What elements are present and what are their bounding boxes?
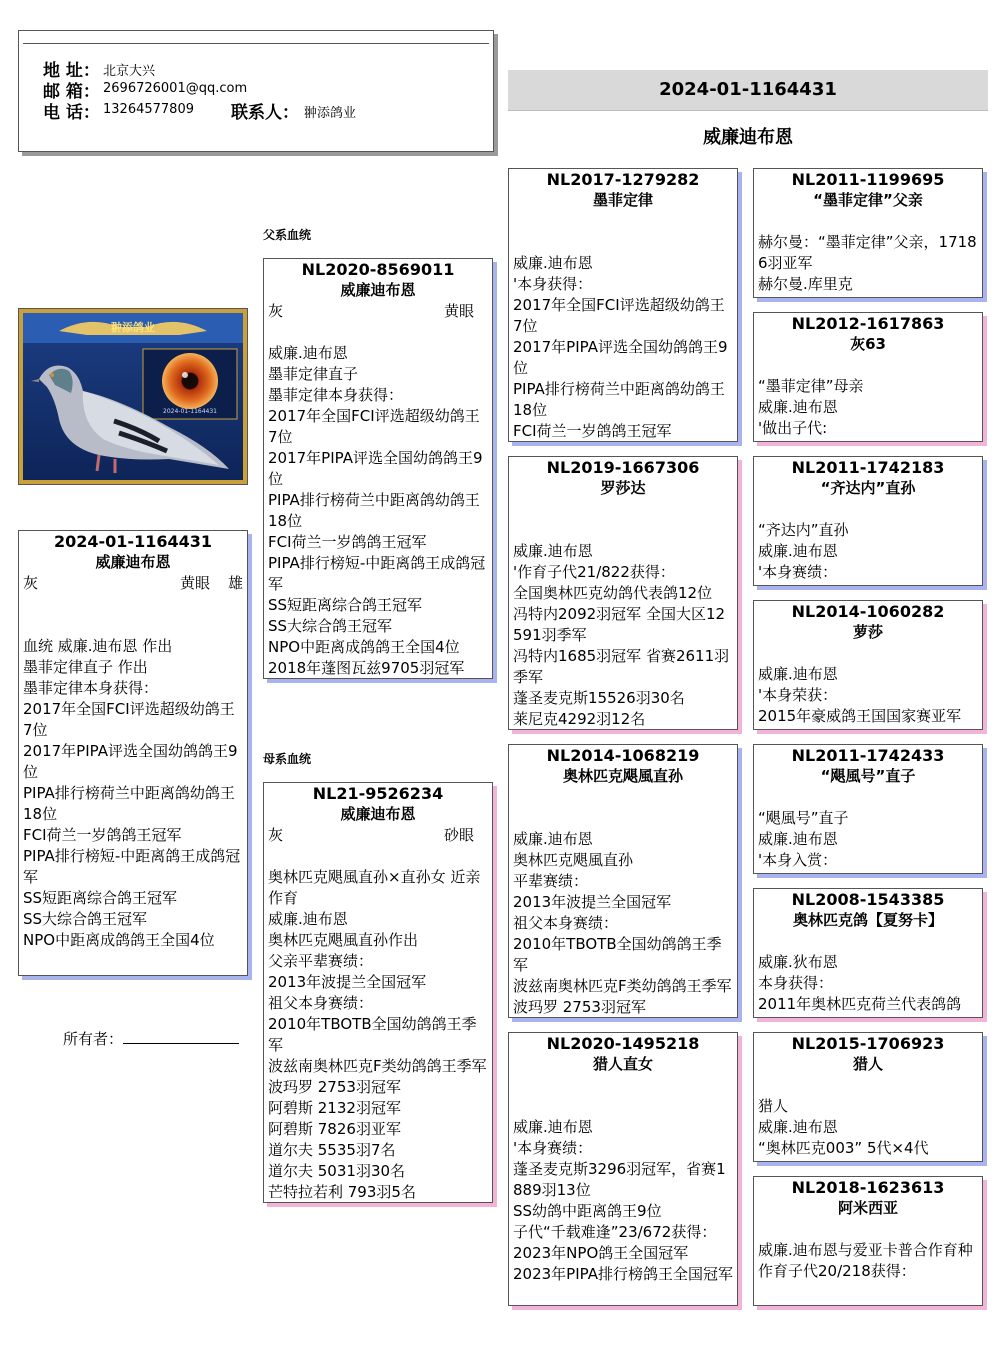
description-line: 祖父本身赛绩： [268,994,374,1012]
gen3-description [509,1117,737,1285]
description-line: 波兹南奥林匹克F类幼鸽鸽王季军波玛罗 2753羽冠军 [513,977,732,1016]
gen3-description [509,253,737,442]
phone-value: 13264577809 [103,102,194,117]
description-line: 父亲平辈赛绩： [268,952,374,970]
sire-traits [264,301,492,322]
description-line: 冯特内1685羽冠军 省赛2611羽季军 [513,647,730,686]
sire-eye: 黄眼 [443,302,474,320]
great-grandparent-card-8 [753,1176,983,1306]
gen3-description [509,829,737,1018]
header-divider [23,43,489,44]
description-line: 血统 威廉.迪布恩 作出 [23,637,173,655]
description-line: 全国奥林匹克幼鸽代表鸽12位 [513,584,713,602]
sire-description [264,343,492,679]
gen4-name: 猎人 [852,1055,883,1073]
great-grandparent-card-7 [753,1032,983,1162]
address-value: 北京大兴 [103,64,156,79]
subject-sex: 雄 [227,574,243,592]
gen4-description [754,520,982,583]
description-line: 赫尔曼：“墨菲定律”父亲，17186羽亚军 [758,233,977,272]
description-line: 道尔夫 5535羽7名 [268,1141,396,1159]
pedigree-ring-title: 2024-01-1164431 [508,70,988,111]
gen4-name: “飓風号”直子 [820,767,916,785]
description-line: NPO中距离成鸽鸽王全国4位 [23,931,215,949]
pigeon-photo [18,308,248,485]
description-line: PIPA排行榜荷兰中距离鸽幼鸽王18位 [513,380,725,419]
description-line: 2013年波提兰全国冠军 [268,973,427,991]
phone-label: 电 话： [43,103,100,123]
description-line: FCI荷兰一岁鸽鸽王冠军 [268,533,427,551]
description-line: 奥林匹克飓風直孙 [513,851,634,869]
description-line: 2017年PIPA评选全国幼鸽鸽王9位 [513,338,728,377]
gen4-description [754,1240,982,1282]
description-line: 威廉.迪布恩 [513,830,593,848]
description-line: PIPA排行榜短-中距离鸽王成鸽冠军 [268,554,486,593]
description-line: 威廉.迪布恩 [758,830,838,848]
description-line: 平辈赛绩： [513,872,589,890]
dam-color: 灰 [268,826,284,844]
contact-value: 翀添鸽业 [304,106,357,121]
gen3-name: 墨菲定律 [592,191,653,209]
contact-label: 联系人： [231,103,299,123]
description-line: '作育子代21/822获得： [513,563,675,581]
dam-name: 威廉迪布恩 [340,805,416,823]
description-line: 奥林匹克飓風直孙作出 [268,931,419,949]
description-line: 威廉.迪布恩 [268,344,348,362]
gen4-ring-number: NL2018-1623613 [791,1178,945,1197]
description-line: '本身获得： [513,275,593,293]
description-line: 猎人 [758,1097,789,1115]
subject-color: 灰 [23,574,39,592]
description-line: 墨菲定律本身获得： [268,386,404,404]
description-line: 作育子代20/218获得： [758,1262,916,1280]
description-line: NPO中距离成鸽鸽王全国4位 [268,638,460,656]
owner-label: 所有者： [63,1030,124,1048]
gen4-ring-number: NL2011-1199695 [791,170,945,189]
description-line: '本身赛绩： [758,563,838,581]
gen4-name: 阿米西亚 [837,1199,898,1217]
description-line: 威廉.迪布恩 [758,665,838,683]
description-line: 莱尼克4292羽12名 [513,710,646,728]
description-line: 阿碧斯 7826羽亚军 [268,1120,401,1138]
maternal-grandsire-card [508,744,738,1018]
description-line: '做出子代: [758,419,828,437]
paternal-granddam-card [508,456,738,730]
description-line: 奥林匹克飓風直孙×直孙女 近亲作育 [268,868,481,907]
gen4-name: “墨菲定律”父亲 [813,191,923,209]
description-line: '本身荣获： [758,686,838,704]
description-line: 子代“千载难逢”23/672获得： [513,1223,717,1241]
description-line: PIPA排行榜短-中距离鸽王成鸽冠军 [23,847,241,886]
father-line-label: 父系血统 [263,228,312,242]
gen3-ring-number: NL2019-1667306 [546,458,700,477]
description-line: “齐达内”直孙 [758,521,849,539]
gen4-name: 灰63 [850,335,886,353]
paternal-grandsire-card [508,168,738,442]
description-line: 芒特拉若利 793羽5名 [268,1183,416,1201]
gen3-description [509,541,737,730]
gen4-description [754,808,982,871]
gen4-description [754,664,982,727]
mother-line-label: 母系血统 [263,752,312,766]
gen4-description [754,952,982,1015]
gen4-description [754,232,982,295]
description-line: 赫尔曼.库里克 [758,275,853,293]
great-grandparent-card-3 [753,456,983,586]
description-line: “墨菲定律”母亲 [758,377,864,395]
description-line: 威廉.迪布恩与爱亚卡普合作育种 [758,1241,973,1259]
gen3-name: 罗莎达 [600,479,646,497]
description-line: “飓風号”直子 [758,809,849,827]
gen4-name: 萝莎 [852,623,883,641]
great-grandparent-card-1 [753,168,983,298]
photo-banner-text: 翀添鸽业 [111,321,155,334]
description-line: 威廉.狄布恩 [758,953,838,971]
dam-description [264,867,492,1203]
great-grandparent-card-4 [753,600,983,730]
gen4-ring-number: NL2011-1742183 [791,458,945,477]
description-line: 2013年波提兰全国冠军 [513,893,672,911]
dam-traits [264,825,492,846]
subject-eye: 黄眼 [179,574,210,592]
great-grandparent-card-2 [753,312,983,442]
description-line: 威廉.迪布恩 [268,910,348,928]
gen3-name: 奥林匹克飓風直孙 [562,767,683,785]
great-grandparent-card-5 [753,744,983,874]
gen4-description [754,376,982,439]
photo-caption-text: 2024-01-1164431 [163,408,217,415]
pigeon-photo-illustration [19,309,247,484]
great-grandparent-card-6 [753,888,983,1018]
email-value: 2696726001@qq.com [103,81,248,96]
dam-eye: 砂眼 [443,826,474,844]
description-line: SS大综合鸽王冠军 [268,617,393,635]
sire-card [263,258,493,679]
description-line: 威廉.迪布恩 [758,398,838,416]
contact-header [18,30,494,152]
gen4-name: “齐达内”直孙 [820,479,916,497]
description-line: '本身赛绩： [513,1139,593,1157]
eye-closeup-icon [162,353,218,409]
description-line: 蓬圣麦克斯15526羽30名 [513,689,685,707]
gen4-ring-number: NL2012-1617863 [791,314,945,333]
gen3-ring-number: NL2014-1068219 [546,746,700,765]
maternal-granddam-card [508,1032,738,1306]
description-line: 墨菲定律本身获得： [23,679,159,697]
description-line: FCI荷兰一岁鸽鸽王冠军 [23,826,182,844]
description-line: 2017年全国FCI评选超级幼鸽王7位 [23,700,235,739]
description-line: 2015年豪威鸽王国国家赛亚军 [758,707,962,725]
description-line: PIPA排行榜荷兰中距离鸽幼鸽王18位 [23,784,235,823]
owner-signature-line[interactable] [123,1029,239,1044]
description-line: 2023年NPO鸽王全国冠军 [513,1244,689,1262]
description-line: 墨菲定律直子 [268,365,359,383]
description-line: SS大综合鸽王冠军 [23,910,148,928]
description-line: SS幼鸽中距离鸽王9位 [513,1202,662,1220]
description-line: 2017年全国FCI评选超级幼鸽王7位 [513,296,725,335]
subject-pigeon-card [18,530,248,976]
address-label: 地 址： [43,61,100,81]
gen3-name: 猎人直女 [592,1055,653,1073]
owner-field [63,1028,239,1049]
dam-card [263,782,493,1203]
description-line: 2011年奥林匹克荷兰代表鸽鸽 [758,995,962,1013]
description-line: 威廉.迪布恩 [758,542,838,560]
gen3-ring-number: NL2020-1495218 [546,1034,700,1053]
dam-ring-number: NL21-9526234 [312,784,444,803]
sire-ring-number: NL2020-8569011 [301,260,455,279]
description-line: FCI荷兰一岁鸽鸽王冠军 [513,422,672,440]
description-line: 波兹南奥林匹克F类幼鸽鸽王季军波玛罗 2753羽冠军 [268,1057,487,1096]
description-line: 蓬圣麦克斯3296羽冠军，省赛1889羽13位 [513,1160,726,1199]
description-line: 2010年TBOTB全国幼鸽鸽王季军 [268,1015,477,1054]
description-line: PIPA排行榜荷兰中距离鸽幼鸽王18位 [268,491,480,530]
sire-color: 灰 [268,302,284,320]
email-label: 邮 箱： [43,82,100,102]
description-line: 墨菲定律直子 作出 [23,658,148,676]
subject-name: 威廉迪布恩 [95,553,171,571]
description-line: 威廉.迪布恩 [758,1118,838,1136]
description-line: 威廉.迪布恩 [513,1118,593,1136]
description-line: 2023年PIPA排行榜鸽王全国冠军 [513,1265,733,1283]
description-line: 道尔夫 5031羽30名 [268,1162,406,1180]
gen4-ring-number: NL2014-1060282 [791,602,945,621]
description-line: 威廉.迪布恩 [513,542,593,560]
gen4-description [754,1096,982,1159]
pedigree-name-title: 威廉迪布恩 [703,127,793,148]
subject-traits [19,573,247,594]
description-line: '本身入赏： [758,851,838,869]
description-line: 2017年PIPA评选全国幼鸽鸽王9位 [23,742,238,781]
description-line: 2018年蓬图瓦兹9705羽冠军 [268,659,465,677]
description-line: 本身获得： [758,974,834,992]
gen3-ring-number: NL2017-1279282 [546,170,700,189]
subject-ring-number: 2024-01-1164431 [53,532,212,551]
gen4-ring-number: NL2015-1706923 [791,1034,945,1053]
description-line: 2010年TBOTB全国幼鸽鸽王季军 [513,935,722,974]
description-line: SS短距离综合鸽王冠军 [268,596,423,614]
description-line: SS短距离综合鸽王冠军 [23,889,178,907]
sire-name: 威廉迪布恩 [340,281,416,299]
gen4-ring-number: NL2011-1742433 [791,746,945,765]
description-line: “奥林匹克003” 5代×4代 [758,1139,929,1157]
description-line: 冯特内2092羽冠军 全国大区12591羽季军 [513,605,726,644]
subject-description [19,636,247,951]
description-line: 阿碧斯 2132羽冠军 [268,1099,401,1117]
gen4-name: 奥林匹克鸽【夏努卡】 [792,911,943,929]
description-line: 威廉.迪布恩 [513,254,593,272]
description-line: 2017年PIPA评选全国幼鸽鸽王9位 [268,449,483,488]
gen4-ring-number: NL2008-1543385 [791,890,945,909]
description-line: 2017年全国FCI评选超级幼鸽王7位 [268,407,480,446]
description-line: 祖父本身赛绩： [513,914,619,932]
